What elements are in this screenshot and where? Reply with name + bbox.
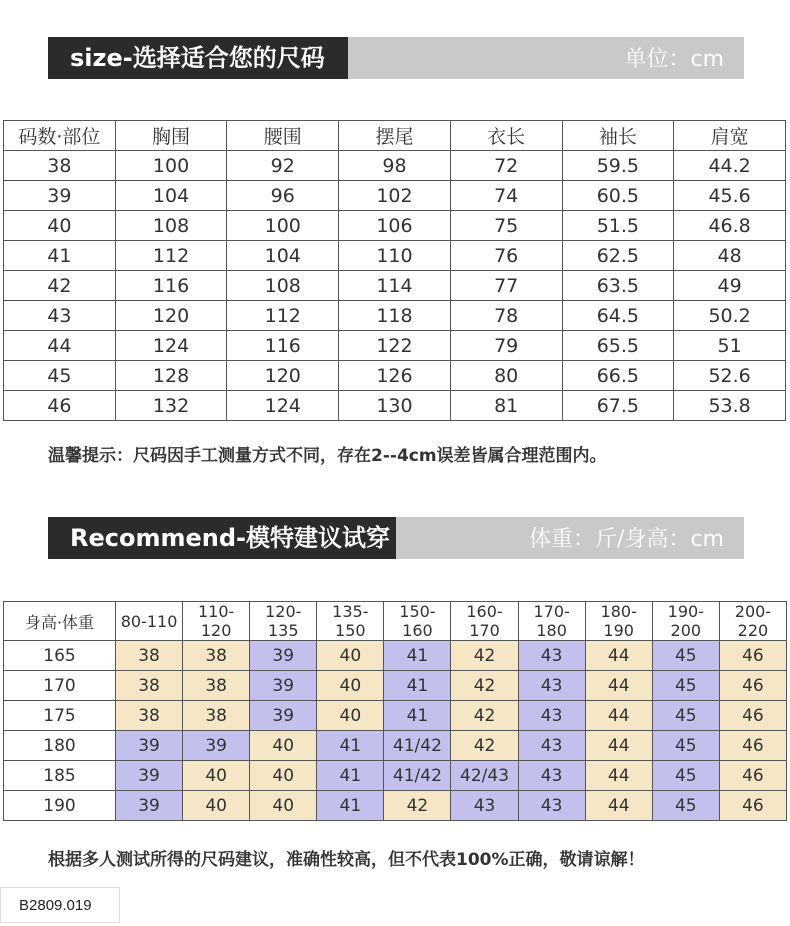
size-table-header-row bbox=[4, 121, 786, 151]
height-label-cell: 165 bbox=[4, 641, 116, 671]
size-table-cell: 51.5 bbox=[562, 211, 674, 241]
recommend-table-header-cell: 160-170 bbox=[451, 602, 518, 641]
recommend-size-cell: 45 bbox=[652, 761, 719, 791]
recommend-size-cell: 42/43 bbox=[451, 761, 518, 791]
recommend-size-cell: 46 bbox=[719, 791, 786, 821]
recommend-size-cell: 46 bbox=[719, 701, 786, 731]
size-table-cell: 78 bbox=[450, 301, 562, 331]
table-row bbox=[4, 241, 786, 271]
recommend-size-cell: 41 bbox=[317, 731, 384, 761]
recommend-size-cell: 45 bbox=[652, 791, 719, 821]
size-table-cell: 76 bbox=[450, 241, 562, 271]
recommend-table-header-row bbox=[4, 602, 787, 641]
recommend-size-cell: 42 bbox=[384, 791, 451, 821]
recommend-table-header-cell: 80-110 bbox=[116, 602, 183, 641]
size-table-cell: 110 bbox=[339, 241, 451, 271]
table-row bbox=[4, 181, 786, 211]
size-table-cell: 48 bbox=[674, 241, 786, 271]
recommend-size-cell: 40 bbox=[183, 791, 250, 821]
size-table-body bbox=[4, 151, 786, 421]
product-code: B2809.019 bbox=[0, 887, 120, 923]
size-table-cell: 79 bbox=[450, 331, 562, 361]
height-label-cell: 180 bbox=[4, 731, 116, 761]
recommend-size-cell: 45 bbox=[652, 671, 719, 701]
recommend-size-cell: 44 bbox=[585, 791, 652, 821]
recommend-size-cell: 41 bbox=[384, 641, 451, 671]
size-table-cell: 45 bbox=[4, 361, 116, 391]
size-table-cell: 98 bbox=[339, 151, 451, 181]
recommend-size-cell: 41 bbox=[384, 671, 451, 701]
size-table-cell: 100 bbox=[227, 211, 339, 241]
size-table-cell: 106 bbox=[339, 211, 451, 241]
recommend-size-cell: 44 bbox=[585, 731, 652, 761]
size-table-cell: 42 bbox=[4, 271, 116, 301]
recommend-size-cell: 39 bbox=[116, 731, 183, 761]
recommend-size-cell: 46 bbox=[719, 641, 786, 671]
height-label-cell: 175 bbox=[4, 701, 116, 731]
table-row bbox=[4, 151, 786, 181]
recommend-size-cell: 39 bbox=[183, 731, 250, 761]
size-table-cell: 124 bbox=[227, 391, 339, 421]
recommend-table-header-cell: 身高·体重 bbox=[4, 602, 116, 641]
size-table-cell: 75 bbox=[450, 211, 562, 241]
size-table-header-cell: 肩宽 bbox=[674, 121, 786, 151]
size-table-cell: 77 bbox=[450, 271, 562, 301]
recommend-size-cell: 44 bbox=[585, 671, 652, 701]
size-table-cell: 64.5 bbox=[562, 301, 674, 331]
size-table-cell: 38 bbox=[4, 151, 116, 181]
size-table-cell: 74 bbox=[450, 181, 562, 211]
size-table bbox=[3, 120, 786, 421]
size-table-cell: 112 bbox=[227, 301, 339, 331]
size-table-cell: 72 bbox=[450, 151, 562, 181]
recommend-size-cell: 45 bbox=[652, 641, 719, 671]
size-table-cell: 41 bbox=[4, 241, 116, 271]
recommend-size-cell: 44 bbox=[585, 701, 652, 731]
recommend-size-cell: 41 bbox=[317, 761, 384, 791]
recommend-size-cell: 41 bbox=[384, 701, 451, 731]
recommend-table-header-cell: 120-135 bbox=[250, 602, 317, 641]
table-row bbox=[4, 391, 786, 421]
table-row bbox=[4, 271, 786, 301]
size-table-cell: 92 bbox=[227, 151, 339, 181]
size-table-header-cell: 腰围 bbox=[227, 121, 339, 151]
size-table-cell: 46.8 bbox=[674, 211, 786, 241]
recommend-size-cell: 43 bbox=[518, 671, 585, 701]
table-row bbox=[4, 641, 787, 671]
size-table-cell: 104 bbox=[227, 241, 339, 271]
table-row bbox=[4, 761, 787, 791]
size-table-cell: 122 bbox=[339, 331, 451, 361]
size-table-cell: 120 bbox=[227, 361, 339, 391]
recommend-size-cell: 43 bbox=[518, 641, 585, 671]
recommend-size-cell: 42 bbox=[451, 701, 518, 731]
recommend-size-cell: 43 bbox=[518, 731, 585, 761]
recommend-size-cell: 43 bbox=[518, 701, 585, 731]
recommend-section-title: Recommend-模特建议试穿 bbox=[48, 517, 396, 559]
size-table-header-cell: 胸围 bbox=[115, 121, 227, 151]
size-table-cell: 52.6 bbox=[674, 361, 786, 391]
recommend-table bbox=[3, 601, 787, 821]
recommend-size-cell: 46 bbox=[719, 761, 786, 791]
recommend-size-cell: 41/42 bbox=[384, 731, 451, 761]
table-row bbox=[4, 331, 786, 361]
recommend-table-header-cell: 170-180 bbox=[518, 602, 585, 641]
recommend-table-header-cell: 200-220 bbox=[719, 602, 786, 641]
size-table-header-cell: 摆尾 bbox=[339, 121, 451, 151]
recommend-table-header-cell: 110-120 bbox=[183, 602, 250, 641]
size-section-title: size-选择适合您的尺码 bbox=[48, 37, 348, 79]
recommend-section-banner bbox=[48, 517, 744, 559]
recommend-unit-label: 体重：斤/身高：cm bbox=[529, 527, 724, 552]
size-table-cell: 118 bbox=[339, 301, 451, 331]
size-table-cell: 63.5 bbox=[562, 271, 674, 301]
recommend-size-cell: 40 bbox=[317, 671, 384, 701]
height-label-cell: 190 bbox=[4, 791, 116, 821]
recommend-table-body bbox=[4, 641, 787, 821]
recommend-size-cell: 42 bbox=[451, 641, 518, 671]
size-table-cell: 112 bbox=[115, 241, 227, 271]
height-label-cell: 185 bbox=[4, 761, 116, 791]
size-table-cell: 100 bbox=[115, 151, 227, 181]
size-table-cell: 104 bbox=[115, 181, 227, 211]
recommend-size-cell: 40 bbox=[250, 791, 317, 821]
recommend-size-cell: 43 bbox=[518, 761, 585, 791]
recommend-size-cell: 40 bbox=[183, 761, 250, 791]
recommend-size-cell: 44 bbox=[585, 761, 652, 791]
size-table-header-cell: 袖长 bbox=[562, 121, 674, 151]
recommend-note: 根据多人测试所得的尺码建议，准确性较高，但不代表100%正确，敬请谅解！ bbox=[48, 850, 645, 870]
recommend-size-cell: 42 bbox=[451, 671, 518, 701]
recommend-size-cell: 43 bbox=[451, 791, 518, 821]
recommend-size-cell: 38 bbox=[183, 701, 250, 731]
recommend-size-cell: 39 bbox=[116, 761, 183, 791]
table-row bbox=[4, 791, 787, 821]
size-section-banner bbox=[48, 37, 744, 79]
recommend-size-cell: 40 bbox=[317, 641, 384, 671]
size-table-cell: 67.5 bbox=[562, 391, 674, 421]
size-table-cell: 124 bbox=[115, 331, 227, 361]
size-table-cell: 114 bbox=[339, 271, 451, 301]
size-unit-label: 单位：cm bbox=[624, 47, 724, 72]
size-tip: 温馨提示：尺码因手工测量方式不同，存在2--4cm误差皆属合理范围内。 bbox=[48, 446, 607, 466]
size-table-cell: 51 bbox=[674, 331, 786, 361]
height-label-cell: 170 bbox=[4, 671, 116, 701]
size-table-cell: 132 bbox=[115, 391, 227, 421]
recommend-size-cell: 38 bbox=[183, 641, 250, 671]
recommend-size-cell: 46 bbox=[719, 731, 786, 761]
recommend-size-cell: 41 bbox=[317, 791, 384, 821]
size-table-cell: 60.5 bbox=[562, 181, 674, 211]
recommend-size-cell: 38 bbox=[116, 671, 183, 701]
size-table-cell: 45.6 bbox=[674, 181, 786, 211]
recommend-size-cell: 43 bbox=[518, 791, 585, 821]
recommend-size-cell: 41/42 bbox=[384, 761, 451, 791]
recommend-size-cell: 38 bbox=[183, 671, 250, 701]
recommend-table-header-cell: 150-160 bbox=[384, 602, 451, 641]
table-row bbox=[4, 211, 786, 241]
size-table-cell: 46 bbox=[4, 391, 116, 421]
recommend-table-header-cell: 190-200 bbox=[652, 602, 719, 641]
table-row bbox=[4, 671, 787, 701]
recommend-size-cell: 45 bbox=[652, 731, 719, 761]
size-table-cell: 128 bbox=[115, 361, 227, 391]
recommend-size-cell: 45 bbox=[652, 701, 719, 731]
size-table-cell: 44.2 bbox=[674, 151, 786, 181]
table-row bbox=[4, 701, 787, 731]
size-table-cell: 120 bbox=[115, 301, 227, 331]
recommend-size-cell: 42 bbox=[451, 731, 518, 761]
recommend-size-cell: 40 bbox=[250, 731, 317, 761]
size-table-cell: 96 bbox=[227, 181, 339, 211]
size-table-header-cell: 衣长 bbox=[450, 121, 562, 151]
recommend-size-cell: 39 bbox=[250, 641, 317, 671]
recommend-size-cell: 38 bbox=[116, 641, 183, 671]
size-table-cell: 108 bbox=[227, 271, 339, 301]
size-table-cell: 116 bbox=[227, 331, 339, 361]
size-table-header-cell: 码数·部位 bbox=[4, 121, 116, 151]
recommend-size-cell: 46 bbox=[719, 671, 786, 701]
table-row bbox=[4, 731, 787, 761]
recommend-size-cell: 40 bbox=[317, 701, 384, 731]
recommend-table-header-cell: 135-150 bbox=[317, 602, 384, 641]
size-table-cell: 62.5 bbox=[562, 241, 674, 271]
size-table-cell: 102 bbox=[339, 181, 451, 211]
size-table-cell: 43 bbox=[4, 301, 116, 331]
table-row bbox=[4, 361, 786, 391]
recommend-size-cell: 44 bbox=[585, 641, 652, 671]
size-table-cell: 81 bbox=[450, 391, 562, 421]
size-table-cell: 53.8 bbox=[674, 391, 786, 421]
recommend-size-cell: 39 bbox=[250, 671, 317, 701]
size-table-cell: 44 bbox=[4, 331, 116, 361]
size-table-cell: 40 bbox=[4, 211, 116, 241]
size-table-cell: 80 bbox=[450, 361, 562, 391]
size-table-cell: 59.5 bbox=[562, 151, 674, 181]
size-table-cell: 50.2 bbox=[674, 301, 786, 331]
recommend-table-header-cell: 180-190 bbox=[585, 602, 652, 641]
size-table-cell: 65.5 bbox=[562, 331, 674, 361]
size-table-cell: 116 bbox=[115, 271, 227, 301]
recommend-size-cell: 39 bbox=[250, 701, 317, 731]
size-table-cell: 126 bbox=[339, 361, 451, 391]
table-row bbox=[4, 301, 786, 331]
recommend-size-cell: 38 bbox=[116, 701, 183, 731]
recommend-size-cell: 39 bbox=[116, 791, 183, 821]
size-table-cell: 66.5 bbox=[562, 361, 674, 391]
size-table-cell: 49 bbox=[674, 271, 786, 301]
recommend-size-cell: 40 bbox=[250, 761, 317, 791]
size-table-cell: 39 bbox=[4, 181, 116, 211]
size-table-cell: 130 bbox=[339, 391, 451, 421]
size-table-cell: 108 bbox=[115, 211, 227, 241]
